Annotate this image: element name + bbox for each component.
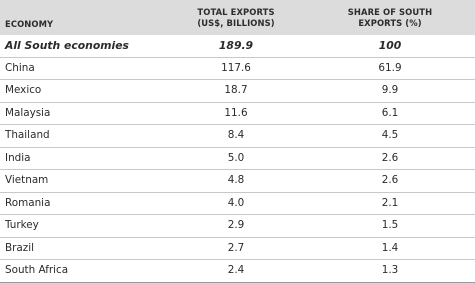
table-row — [0, 125, 475, 148]
header-share-line2: EXPORTS (%) — [358, 18, 422, 28]
row-exports: 2.4 — [227, 264, 245, 276]
table-row — [0, 80, 475, 103]
table-row — [0, 148, 475, 171]
table-row — [0, 260, 475, 283]
row-economy: Mexico — [5, 84, 42, 96]
table-row-total — [0, 35, 475, 58]
row-economy: All South economies — [5, 39, 129, 52]
header-total-exports-line2: (US$, BILLIONS) — [197, 18, 275, 28]
row-share: 61.9 — [378, 61, 402, 74]
row-economy: South Africa — [5, 264, 69, 276]
header-share — [330, 7, 450, 29]
row-economy: Malaysia — [5, 106, 51, 119]
row-economy: Romania — [5, 196, 51, 209]
header-total-exports-line1: TOTAL EXPORTS — [197, 7, 275, 17]
row-exports: 8.4 — [227, 129, 245, 141]
row-exports: 2.7 — [227, 241, 245, 254]
row-share: 2.6 — [381, 151, 399, 164]
table-row — [0, 215, 475, 238]
row-share: 2.1 — [381, 196, 399, 209]
row-economy: India — [5, 151, 31, 164]
table-row — [0, 170, 475, 193]
row-share: 9.9 — [381, 84, 399, 96]
header-economy: ECONOMY — [5, 19, 54, 29]
row-share: 6.1 — [381, 106, 399, 119]
header-share-line1: SHARE OF SOUTH — [347, 7, 433, 17]
row-share: 4.5 — [381, 129, 399, 141]
row-share: 1.4 — [381, 241, 399, 254]
row-share: 100 — [378, 39, 402, 52]
table-row — [0, 103, 475, 126]
row-economy: Turkey — [5, 219, 39, 231]
row-economy: Thailand — [5, 129, 50, 141]
table-row — [0, 58, 475, 81]
row-economy: China — [5, 61, 35, 74]
row-share: 1.3 — [381, 264, 399, 276]
row-economy: Brazil — [5, 241, 34, 254]
row-exports: 5.0 — [227, 151, 245, 164]
row-share: 2.6 — [381, 174, 399, 186]
table-row — [0, 238, 475, 261]
row-exports: 11.6 — [224, 106, 248, 119]
row-exports: 189.9 — [218, 39, 254, 52]
row-exports: 18.7 — [224, 84, 248, 96]
row-share: 1.5 — [381, 219, 399, 231]
row-exports: 4.0 — [227, 196, 245, 209]
row-exports: 2.9 — [227, 219, 245, 231]
table-row — [0, 193, 475, 216]
row-economy: Vietnam — [5, 174, 49, 186]
row-exports: 4.8 — [227, 174, 245, 186]
header-total-exports — [176, 7, 296, 29]
table-header — [0, 0, 475, 35]
row-exports: 117.6 — [221, 61, 251, 74]
